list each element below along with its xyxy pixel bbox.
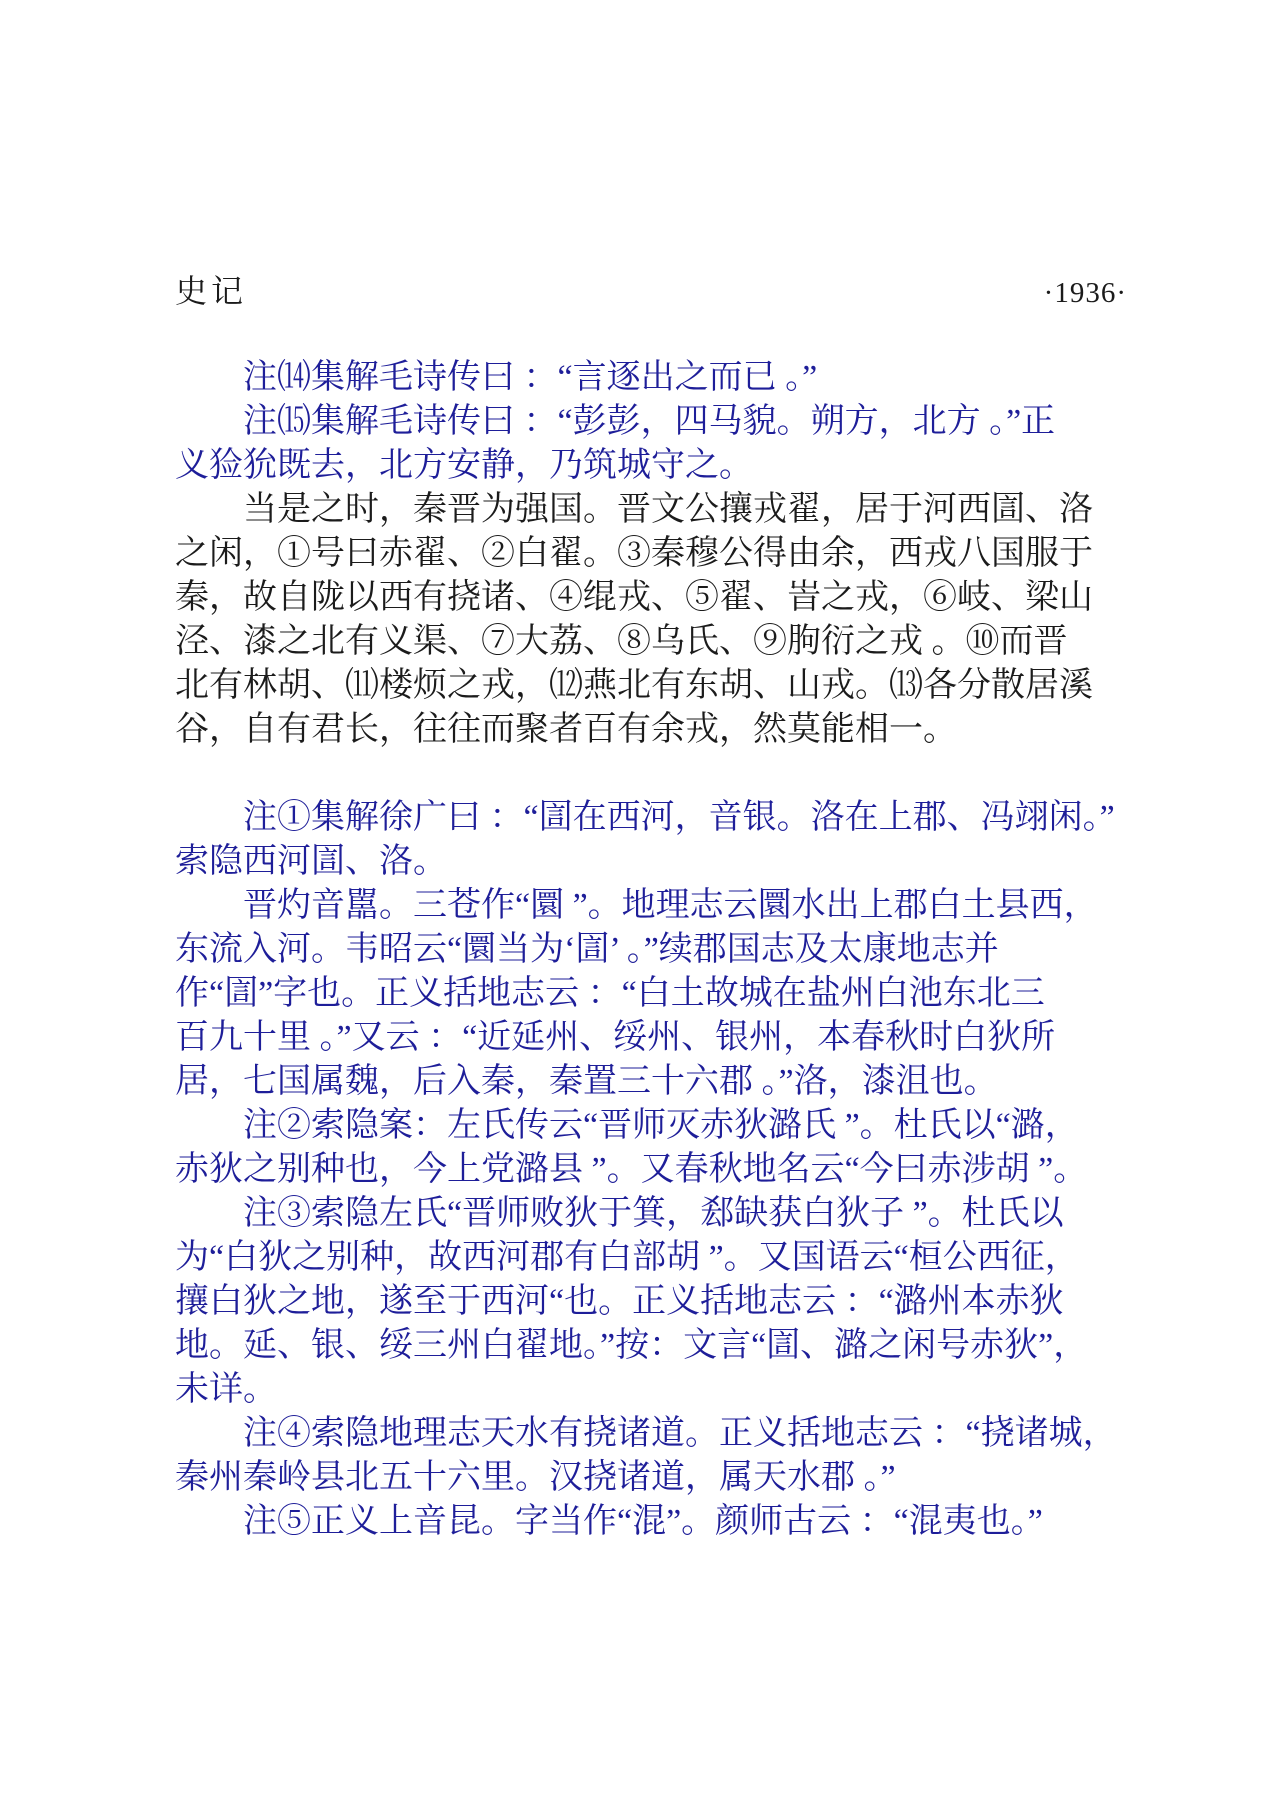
- text-line: 泾、漆之北有义渠、⑦大荔、⑧乌氏、⑨朐衍之戎 。⑩而晋: [175, 623, 1068, 660]
- text-line: 百九十里 。”又云 ：“近延州、绥州、银州，本春秋时白狄所: [175, 1019, 1056, 1056]
- text-line: 索隐西河圁、洛。: [175, 843, 447, 880]
- text-line: 注②索隐案：左氏传云“晋师灭赤狄潞氏 ”。杜氏以“潞，: [243, 1107, 1079, 1144]
- text-line: 之闲，①号曰赤翟、②白翟。③秦穆公得由余，西戎八国服于: [175, 535, 1093, 572]
- text-line: 作“圁”字也。正义括地志云 ：“白土故城在盐州白池东北三: [175, 975, 1045, 1012]
- page-body-text: [175, 356, 1135, 1544]
- text-line: 谷，自有君长，往往而聚者百有余戎，然莫能相一。: [175, 711, 957, 748]
- text-line: 秦州秦岭县北五十六里。汉挠诸道，属天水郡 。”: [175, 1459, 896, 1496]
- text-line: 地。延、银、绥三州白翟地。”按：文言“圁、潞之闲号赤狄”，: [175, 1327, 1088, 1364]
- text-line: 晋灼音嚚。三苍作“圜 ”。地理志云圜水出上郡白土县西，: [243, 887, 1098, 924]
- text-line: 为“白狄之别种，故西河郡有白部胡 ”。又国语云“桓公西征，: [175, 1239, 1079, 1276]
- text-line: 注⑤正义上音昆。字当作“混”。颜师古云 ：“混夷也。”: [243, 1503, 1043, 1540]
- text-line: 注⒁集解毛诗传曰 ：“言逐出之而已 。”: [243, 359, 818, 396]
- page-header: [175, 266, 1127, 312]
- page-number: ·1936·: [1043, 277, 1127, 309]
- text-line: 注⒂集解毛诗传曰 ：“彭彭，四马貌。朔方，北方 。”正: [243, 403, 1056, 440]
- text-line: 居，七国属魏，后入秦，秦置三十六郡 。”洛，漆沮也。: [175, 1063, 998, 1100]
- text-line: 注①集解徐广曰 ：“圁在西河，音银。洛在上郡、冯翊闲。”: [243, 799, 1115, 836]
- text-line: 赤狄之别种也，今上党潞县 ”。又春秋地名云“今曰赤涉胡 ”。: [175, 1151, 1088, 1188]
- text-line: 注③索隐左氏“晋师败狄于箕，郄缺获白狄子 ”。杜氏以: [243, 1195, 1064, 1232]
- text-line: 攘白狄之地，遂至于西河“也。正义括地志云 ：“潞州本赤狄: [175, 1283, 1064, 1320]
- paragraph-gap: [175, 752, 1135, 796]
- text-line: 未详。: [175, 1371, 277, 1408]
- text-line: 当是之时，秦晋为强国。晋文公攘戎翟，居于河西圁、洛: [243, 491, 1093, 528]
- text-line: 秦，故自陇以西有挠诸、④绲戎、⑤翟、峕之戎，⑥岐、梁山: [175, 579, 1093, 616]
- text-line: 义猃狁既去，北方安静，乃筑城守之。: [175, 447, 753, 484]
- book-title: 史记: [175, 273, 248, 309]
- text-line: 北有林胡、⑾楼烦之戎，⑿燕北有东胡、山戎。⒀各分散居溪: [175, 667, 1093, 704]
- text-line: 东流入河。韦昭云“圜当为‘圁’ 。”续郡国志及太康地志并: [175, 931, 999, 968]
- text-line: 注④索隐地理志天水有挠诸道。正义括地志云 ：“挠诸城，: [243, 1415, 1117, 1452]
